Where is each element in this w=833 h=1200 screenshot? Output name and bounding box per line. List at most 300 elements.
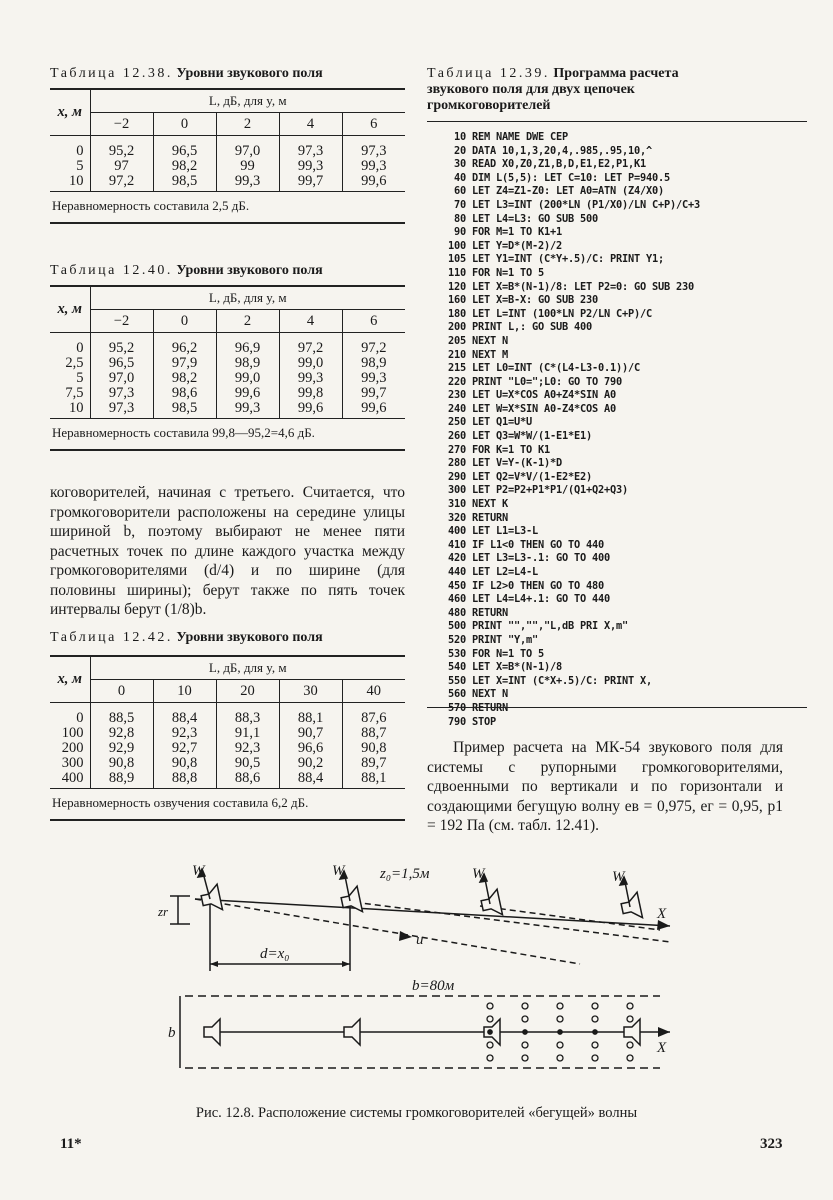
program-line xyxy=(430,185,820,199)
table-row xyxy=(50,136,405,160)
calculation-point xyxy=(487,1016,493,1022)
program-line xyxy=(430,471,820,485)
line-number: 90 xyxy=(454,226,466,239)
level-cell: 97,3 xyxy=(279,136,342,160)
program-line xyxy=(430,226,820,240)
table-row xyxy=(50,333,405,357)
table-row xyxy=(50,741,405,756)
row-x-value: 200 xyxy=(50,741,90,756)
program-bottom-rule xyxy=(427,707,807,708)
program-line xyxy=(430,145,820,159)
line-code: READ X0,Z0,Z1,B,D,E1,E2,P1,K1 xyxy=(472,158,646,171)
level-cell: 99,3 xyxy=(216,401,279,419)
line-code: LET Q1=U*U xyxy=(472,416,532,429)
line-code: LET L=INT (100*LN P2/LN C+P)/C xyxy=(472,307,652,320)
line-number: 310 xyxy=(448,498,466,511)
line-number: 410 xyxy=(448,538,466,551)
line-number: 550 xyxy=(448,674,466,687)
level-cell: 88,9 xyxy=(90,771,153,789)
line-number: 260 xyxy=(448,430,466,443)
level-cell: 90,2 xyxy=(279,756,342,771)
calculation-point xyxy=(557,1003,563,1009)
level-cell: 99,3 xyxy=(279,159,342,174)
row-x-value: 5 xyxy=(50,371,90,386)
level-cell: 88,3 xyxy=(216,703,279,727)
body-paragraph-2: Пример расчета на МК-54 звукового поля для системы с рупорными громкоговорителями, сдвоенными по вертикали и по горизонтали и создающими бегущую волну eв = 0,975, eг = 0,95, p1 = 192 Па (см. табл. 12.41). xyxy=(427,739,783,834)
level-cell: 98,2 xyxy=(153,159,216,174)
line-number: 110 xyxy=(448,266,466,279)
zr-label: zr xyxy=(158,904,169,919)
program-line xyxy=(430,457,820,471)
level-cell: 97,2 xyxy=(361,340,387,356)
table-title-line-3: громкоговорителей xyxy=(427,98,551,113)
line-code: LET P2=P2+P1*P1/(Q1+Q2+Q3) xyxy=(472,484,628,497)
line-number: 480 xyxy=(448,606,466,619)
program-line xyxy=(430,403,820,417)
line-code: DIM L(5,5): LET C=10: LET P=940.5 xyxy=(472,171,670,184)
line-code: IF L2>0 THEN GO TO 480 xyxy=(472,579,604,592)
y-header-row xyxy=(50,310,405,333)
y-value-header: 0 xyxy=(153,310,216,333)
level-cell: 99,3 xyxy=(361,370,387,386)
l-header: L, дБ, для y, м xyxy=(90,89,405,113)
line-number: 300 xyxy=(448,484,466,497)
line-code: NEXT M xyxy=(472,348,508,361)
row-x-value: 2,5 xyxy=(50,356,90,371)
level-cell: 98,9 xyxy=(361,355,387,371)
level-cell: 97,9 xyxy=(153,356,216,371)
program-line xyxy=(430,566,820,580)
level-cell: 98,2 xyxy=(153,371,216,386)
line-number: 100 xyxy=(448,239,466,252)
calculation-point xyxy=(522,1055,528,1061)
program-line xyxy=(430,702,820,716)
line-number: 210 xyxy=(448,348,466,361)
table-row xyxy=(50,756,405,771)
w-label: W xyxy=(472,866,485,882)
program-line xyxy=(430,539,820,553)
line-number: 790 xyxy=(448,715,466,728)
program-line xyxy=(430,308,820,322)
calculation-point xyxy=(487,1055,493,1061)
line-code: LET L1=L3-L xyxy=(472,525,538,538)
line-code: PRINT "","","L,dB PRI X,m" xyxy=(472,620,628,633)
row-x-value: 0 xyxy=(50,333,90,357)
level-cell: 96,5 xyxy=(90,356,153,371)
line-number: 70 xyxy=(454,198,466,211)
line-number: 280 xyxy=(448,457,466,470)
line-number: 270 xyxy=(448,443,466,456)
y-value-header: 6 xyxy=(342,113,405,136)
b-side-label: b xyxy=(168,1025,176,1041)
line-code: LET Q3=W*W/(1-E1*E1) xyxy=(472,430,592,443)
y-value-header: 10 xyxy=(153,680,216,703)
calculation-point xyxy=(523,1030,527,1034)
y-value-header: 4 xyxy=(279,310,342,333)
level-cell: 98,6 xyxy=(153,386,216,401)
y-value-header: 40 xyxy=(342,680,405,703)
y-header-row xyxy=(50,113,405,136)
calculation-point xyxy=(592,1042,598,1048)
u-arrow-icon xyxy=(399,931,412,941)
program-line xyxy=(430,213,820,227)
table-12-40-caption xyxy=(50,263,323,279)
line-code: PRINT "L0=";L0: GO TO 790 xyxy=(472,375,622,388)
table-title-line-1: Программа расчета xyxy=(553,66,679,81)
row-x-value: 0 xyxy=(50,136,90,160)
program-line xyxy=(430,620,820,634)
line-code: LET Q2=V*V/(1-E2*E2) xyxy=(472,470,592,483)
w-label: W xyxy=(192,863,205,879)
y-value-header: 4 xyxy=(279,113,342,136)
level-cell: 90,8 xyxy=(153,756,216,771)
table-row xyxy=(50,356,405,371)
l-header: L, дБ, для y, м xyxy=(90,286,405,310)
line-number: 160 xyxy=(448,294,466,307)
line-code: NEXT N xyxy=(472,334,508,347)
program-line xyxy=(430,362,820,376)
program-line xyxy=(430,675,820,689)
table-row xyxy=(50,159,405,174)
level-cell: 99,3 xyxy=(361,158,387,174)
line-code: IF L1<0 THEN GO TO 440 xyxy=(472,538,604,551)
table-12-38 xyxy=(50,88,405,224)
line-code: LET Y=D*(M-2)/2 xyxy=(472,239,562,252)
table-label: Таблица 12.39. xyxy=(427,66,550,81)
wave-direction-line xyxy=(195,899,580,964)
line-number: 560 xyxy=(448,688,466,701)
program-line xyxy=(430,199,820,213)
program-line xyxy=(430,593,820,607)
program-line xyxy=(430,253,820,267)
line-code: LET X=INT (C*X+.5)/C: PRINT X, xyxy=(472,674,652,687)
table-body xyxy=(50,333,405,419)
line-code: LET V=Y-(K-1)*D xyxy=(472,457,562,470)
line-code: NEXT K xyxy=(472,498,508,511)
line-number: 540 xyxy=(448,661,466,674)
line-code: LET Z4=Z1-Z0: LET A0=ATN (Z4/X0) xyxy=(472,185,664,198)
line-number: 40 xyxy=(454,171,466,184)
line-number: 10 xyxy=(454,131,466,143)
loudspeaker-icon xyxy=(344,1019,360,1045)
level-cell: 97,2 xyxy=(90,174,153,192)
level-cell: 97,2 xyxy=(279,333,342,357)
calculation-point xyxy=(522,1016,528,1022)
level-cell: 97,0 xyxy=(90,371,153,386)
table-title: Уровни звукового поля xyxy=(176,66,323,81)
level-cell: 96,9 xyxy=(216,333,279,357)
line-code: LET X=B*(N-1)/8 xyxy=(472,661,562,674)
basic-program-listing xyxy=(430,131,820,729)
line-code: LET L3=INT (200*LN (P1/X0)/LN C+P)/C+3 xyxy=(472,198,700,211)
program-line xyxy=(430,281,820,295)
level-cell: 99,8 xyxy=(279,386,342,401)
line-number: 250 xyxy=(448,416,466,429)
figure-12-8 xyxy=(150,846,710,1096)
calculation-point xyxy=(558,1030,562,1034)
loudspeaker-icon xyxy=(624,1019,640,1045)
program-line xyxy=(430,484,820,498)
y-value-header: 30 xyxy=(279,680,342,703)
row-x-value: 100 xyxy=(50,726,90,741)
program-line xyxy=(430,525,820,539)
program-line xyxy=(430,430,820,444)
calculation-point xyxy=(557,1016,563,1022)
level-cell: 98,5 xyxy=(153,174,216,192)
table-12-40 xyxy=(50,285,405,451)
l-header: L, дБ, для y, м xyxy=(90,656,405,680)
table-title: Уровни звукового поля xyxy=(176,263,323,278)
calculation-point xyxy=(627,1042,633,1048)
program-line xyxy=(430,661,820,675)
calculation-point xyxy=(522,1042,528,1048)
line-code: LET X=B*(N-1)/8: LET P2=0: GO SUB 230 xyxy=(472,280,694,293)
program-line xyxy=(430,512,820,526)
level-cell: 98,9 xyxy=(216,356,279,371)
w-label: W xyxy=(332,863,345,879)
program-line xyxy=(430,416,820,430)
line-code: NEXT N xyxy=(472,688,508,701)
row-x-value: 10 xyxy=(50,401,90,419)
line-number: 440 xyxy=(448,566,466,578)
table-row xyxy=(50,703,405,727)
program-line xyxy=(430,267,820,281)
level-cell: 92,8 xyxy=(90,726,153,741)
line-number: 30 xyxy=(454,158,466,171)
level-cell: 88,7 xyxy=(361,725,387,741)
line-code: LET L4=L4+.1: GO TO 440 xyxy=(472,593,610,606)
level-cell: 88,6 xyxy=(216,771,279,789)
program-line xyxy=(430,294,820,308)
table-label: Таблица 12.38. xyxy=(50,66,173,81)
level-cell: 90,8 xyxy=(361,740,387,756)
signature-mark: 11* xyxy=(60,1136,82,1152)
level-cell: 99,7 xyxy=(361,385,387,401)
calculation-point xyxy=(487,1042,493,1048)
line-number: 200 xyxy=(448,321,466,334)
line-number: 460 xyxy=(448,593,466,606)
table-12-38-caption xyxy=(50,66,323,82)
line-code: LET Y1=INT (C*Y+.5)/C: PRINT Y1; xyxy=(472,253,664,266)
level-cell: 88,5 xyxy=(90,703,153,727)
level-cell: 99,3 xyxy=(216,174,279,192)
calculation-point xyxy=(557,1055,563,1061)
x-label: X xyxy=(657,906,667,922)
line-code: LET L3=L3-.1: GO TO 400 xyxy=(472,552,610,565)
line-number: 500 xyxy=(448,620,466,633)
table-12-42 xyxy=(50,655,405,821)
table-12-39-caption xyxy=(427,66,807,114)
table-row xyxy=(50,371,405,386)
level-cell: 97,3 xyxy=(90,401,153,419)
program-line xyxy=(430,444,820,458)
level-cell: 96,6 xyxy=(279,741,342,756)
x-header: x, м xyxy=(50,286,90,333)
line-number: 520 xyxy=(448,633,466,646)
level-cell: 96,2 xyxy=(153,333,216,357)
line-code: FOR M=1 TO K1+1 xyxy=(472,226,562,239)
page-number: 323 xyxy=(760,1136,783,1152)
x-header: x, м xyxy=(50,656,90,703)
loudspeaker-icon xyxy=(204,1019,220,1045)
level-cell: 98,5 xyxy=(153,401,216,419)
level-cell: 97,3 xyxy=(361,143,387,159)
y-value-header: 2 xyxy=(216,310,279,333)
level-cell: 99,7 xyxy=(279,174,342,192)
program-line xyxy=(430,389,820,403)
w-label: W xyxy=(612,869,625,885)
level-cell: 88,8 xyxy=(153,771,216,789)
row-x-value: 10 xyxy=(50,174,90,192)
program-line xyxy=(430,172,820,186)
line-code: LET X=B-X: GO SUB 230 xyxy=(472,294,598,307)
calculation-point xyxy=(488,1030,492,1034)
u-label: u xyxy=(416,932,424,948)
table-note: Неравномерность составила 2,5 дБ. xyxy=(50,192,405,224)
body-paragraph-1: коговорителей, начиная с третьего. Считается, что громкоговорители расположены на середине улицы шириной b, поэтому выбирают не менее пяти расчетных точек по длине каждого участка между громкоговорителями (d/4) и по ширине (для половины ширины); берут также по пять точек интервалы берут (1/8)b. xyxy=(50,484,405,618)
calculation-point xyxy=(592,1003,598,1009)
dimension-arrow-icon xyxy=(342,961,350,967)
level-cell: 88,1 xyxy=(361,770,387,786)
x-axis-arrow-icon xyxy=(658,1027,670,1037)
d-label: d=x₀ xyxy=(260,946,290,962)
level-cell: 88,1 xyxy=(279,703,342,727)
line-code: LET W=X*SIN A0-Z4*COS A0 xyxy=(472,402,616,415)
program-line xyxy=(430,349,820,363)
table-title-line-2: звукового поля для двух цепочек xyxy=(427,82,635,97)
line-number: 220 xyxy=(448,375,466,388)
level-cell: 95,2 xyxy=(90,333,153,357)
line-number: 205 xyxy=(448,334,466,347)
y-value-header: −2 xyxy=(90,310,153,333)
level-cell: 99,0 xyxy=(216,371,279,386)
level-cell: 99,6 xyxy=(361,400,387,416)
level-cell: 90,5 xyxy=(216,756,279,771)
table-body xyxy=(50,136,405,192)
upper-axis-line xyxy=(195,899,670,926)
level-cell: 88,4 xyxy=(153,703,216,727)
line-number: 230 xyxy=(448,389,466,402)
calculation-point xyxy=(627,1003,633,1009)
row-x-value: 5 xyxy=(50,159,90,174)
line-number: 215 xyxy=(448,362,466,375)
line-code: FOR K=1 TO K1 xyxy=(472,443,550,456)
level-cell: 97,0 xyxy=(216,136,279,160)
level-cell: 95,2 xyxy=(90,136,153,160)
level-cell: 99 xyxy=(216,159,279,174)
line-code: LET L2=L4-L xyxy=(472,566,538,578)
y-value-header: 2 xyxy=(216,113,279,136)
line-code: PRINT "Y,m" xyxy=(472,633,538,646)
table-note: Неравномерность озвучения составила 6,2 дБ. xyxy=(50,789,405,821)
level-cell: 92,7 xyxy=(153,741,216,756)
level-cell: 88,4 xyxy=(279,771,342,789)
line-number: 420 xyxy=(448,552,466,565)
program-line xyxy=(430,688,820,702)
line-number: 60 xyxy=(454,185,466,198)
level-cell: 92,9 xyxy=(90,741,153,756)
y-header-row xyxy=(50,680,405,703)
b-width-label: b=80м xyxy=(412,978,455,994)
line-number: 180 xyxy=(448,307,466,320)
line-number: 120 xyxy=(448,280,466,293)
line-code: LET L0=INT (C*(L4-L3-0.1))/C xyxy=(472,362,640,375)
row-x-value: 400 xyxy=(50,771,90,789)
row-x-value: 300 xyxy=(50,756,90,771)
level-cell: 97 xyxy=(90,159,153,174)
level-cell: 89,7 xyxy=(361,755,387,771)
table-note: Неравномерность составила 99,8—95,2=4,6 дБ. xyxy=(50,419,405,451)
calculation-point xyxy=(487,1003,493,1009)
calculation-point xyxy=(592,1055,598,1061)
line-number: 105 xyxy=(448,253,466,266)
line-number: 80 xyxy=(454,212,466,225)
line-code: FOR N=1 TO 5 xyxy=(472,647,544,660)
table-label: Таблица 12.42. xyxy=(50,630,173,645)
line-number: 400 xyxy=(448,525,466,538)
table-12-42-caption xyxy=(50,630,323,646)
level-cell: 90,7 xyxy=(279,726,342,741)
level-cell: 91,1 xyxy=(216,726,279,741)
figure-caption: Рис. 12.8. Расположение системы громкоговорителей «бегущей» волны xyxy=(195,1105,638,1121)
level-cell: 96,5 xyxy=(153,136,216,160)
program-line xyxy=(430,158,820,172)
table-row xyxy=(50,386,405,401)
level-cell: 90,8 xyxy=(90,756,153,771)
x-label: X xyxy=(657,1040,667,1056)
line-number: 570 xyxy=(448,701,466,714)
level-cell: 99,6 xyxy=(361,173,387,189)
program-line xyxy=(430,498,820,512)
line-code: RETURN xyxy=(472,701,508,714)
level-cell: 92,3 xyxy=(216,741,279,756)
line-number: 20 xyxy=(454,144,466,157)
table-body xyxy=(50,703,405,789)
calculation-point xyxy=(627,1055,633,1061)
level-cell: 97,3 xyxy=(90,386,153,401)
table-row xyxy=(50,174,405,192)
line-code: REM NAME DWE CEP xyxy=(472,131,568,143)
calculation-point xyxy=(522,1003,528,1009)
program-line xyxy=(430,321,820,335)
table-row xyxy=(50,726,405,741)
level-cell: 99,6 xyxy=(279,401,342,419)
program-line xyxy=(430,580,820,594)
line-code: STOP xyxy=(472,715,496,728)
line-code: RETURN xyxy=(472,606,508,619)
dimension-arrow-icon xyxy=(210,961,218,967)
y-value-header: −2 xyxy=(90,113,153,136)
program-line xyxy=(430,376,820,390)
line-number: 320 xyxy=(448,511,466,524)
line-code: PRINT L,: GO SUB 400 xyxy=(472,321,592,334)
program-line xyxy=(430,131,820,145)
row-x-value: 0 xyxy=(50,703,90,727)
line-code: LET U=X*COS A0+Z4*SIN A0 xyxy=(472,389,616,402)
x-header: x, м xyxy=(50,89,90,136)
z0-label: z₀=1,5м xyxy=(380,866,430,882)
line-number: 530 xyxy=(448,647,466,660)
y-value-header: 0 xyxy=(90,680,153,703)
table-label: Таблица 12.40. xyxy=(50,263,173,278)
line-number: 240 xyxy=(448,402,466,415)
level-cell: 99,6 xyxy=(216,386,279,401)
calculation-point xyxy=(557,1042,563,1048)
row-x-value: 7,5 xyxy=(50,386,90,401)
table-row xyxy=(50,771,405,789)
y-value-header: 0 xyxy=(153,113,216,136)
line-code: FOR N=1 TO 5 xyxy=(472,266,544,279)
